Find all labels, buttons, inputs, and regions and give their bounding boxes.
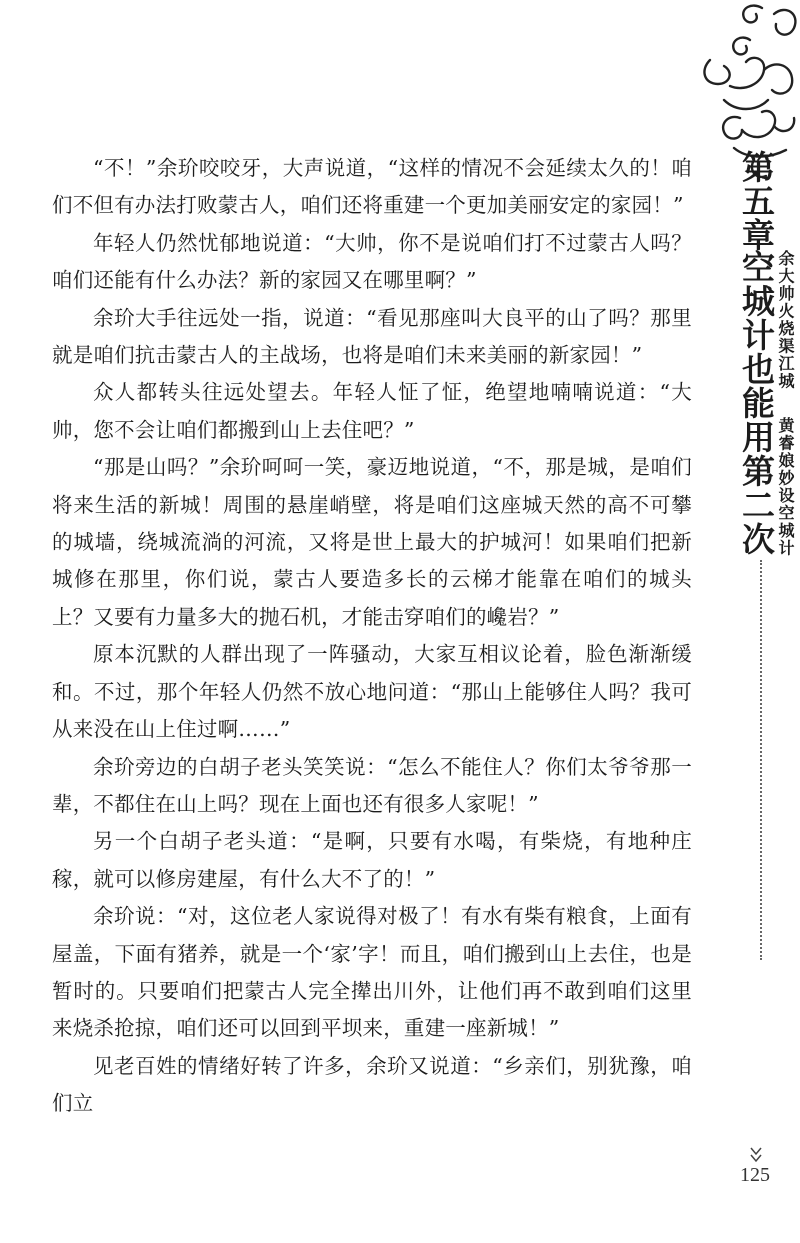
sidebar-divider — [760, 560, 764, 960]
paragraph-4: 众人都转头往远处望去。年轻人怔了怔，绝望地喃喃说道：“大帅，您不会让咱们都搬到山上去住吧？” — [52, 380, 692, 442]
paragraph-7: 余玠旁边的白胡子老头笑笑说：“怎么不能住人？你们太爷爷那一辈，不都住在山上吗？现在上面也还有很多人家呢！” — [52, 754, 692, 816]
chevron-down-icon — [748, 1145, 764, 1165]
paragraph-1: “不！”余玠咬咬牙，大声说道，“这样的情况不会延续太久的！咱们不但有办法打败蒙古人，咱们还将重建一个更加美丽安定的家园！” — [52, 156, 692, 218]
article-body — [52, 150, 692, 1123]
paragraph-5: “那是山吗？”余玠呵呵一笑，豪迈地说道，“不，那是城，是咱们将来生活的新城！周围的悬崖峭壁，将是咱们这座城天然的高不可攀的城墙，绕城流淌的河流，又将是世上最大的护城河！如果咱们把新城修在那里，你们说，蒙古人要造多长的云梯才能靠在咱们的城头上？又要有力量多大的抛石机，才能击穿咱们的巉岩？” — [52, 455, 692, 629]
chapter-subtitle-2: 黄睿娘妙设空城计 — [776, 417, 795, 557]
paragraph-10: 见老百姓的情绪好转了许多，余玠又说道：“乡亲们，别犹豫，咱们立 — [52, 1053, 692, 1116]
paragraph-8: 另一个白胡子老头道：“是啊，只要有水喝，有柴烧，有地种庄稼，就可以修房建屋，有什么大不了的！” — [52, 829, 692, 891]
paragraph-2: 年轻人仍然忧郁地说道：“大帅，你不是说咱们打不过蒙古人吗？咱们还能有什么办法？新的家园又在哪里啊？” — [52, 230, 692, 293]
chapter-title: 空城计也能用第二次 — [737, 250, 776, 556]
chapter-number: 第五章 — [737, 150, 776, 252]
chapter-subtitle-1: 余大帅火烧渠江城 — [776, 250, 795, 390]
page-number: 125 — [740, 1164, 770, 1186]
paragraph-3: 余玠大手往远处一指，说道：“看见那座叫大良平的山了吗？那里就是咱们抗击蒙古人的主战场，也将是咱们未来美丽的新家园！” — [52, 305, 692, 368]
paragraph-6: 原本沉默的人群出现了一阵骚动，大家互相议论着，脸色渐渐缓和。不过，那个年轻人仍然不放心地问道：“那山上能够住人吗？我可从来没在山上住过啊……” — [52, 642, 692, 742]
paragraph-9: 余玠说：“对，这位老人家说得对极了！有水有柴有粮食，上面有屋盖，下面有猪养，就是一个‘家’字！而且，咱们搬到山上去住，也是暂时的。只要咱们把蒙古人完全撵出川外，让他们再不敢到咱们这里来烧杀抢掠，咱们还可以回到平坝来，重建一座新城！” — [52, 904, 692, 1041]
